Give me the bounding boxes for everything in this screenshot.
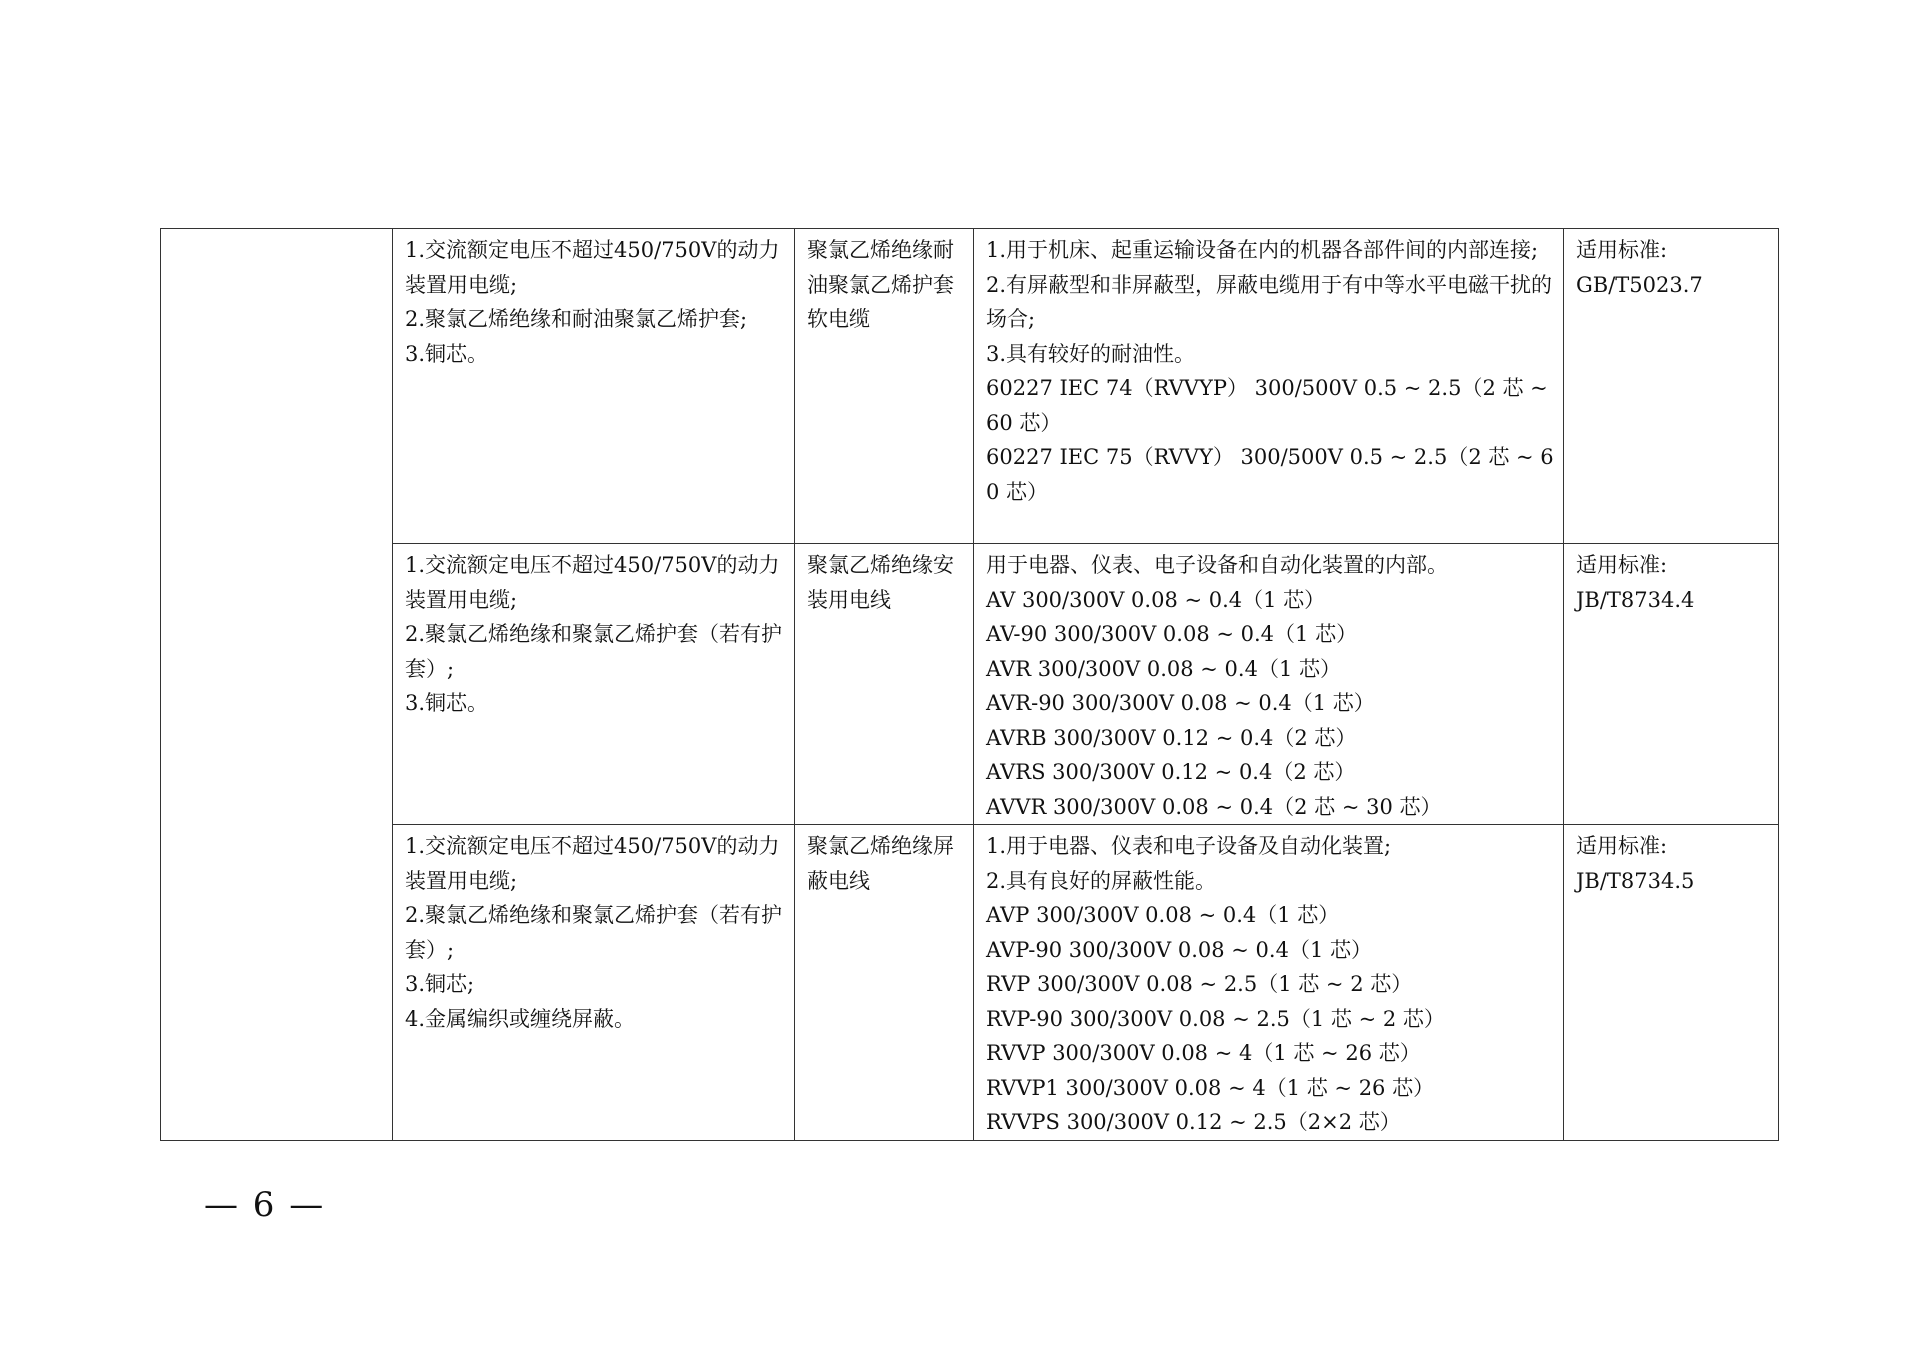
category-cell [161, 229, 393, 1141]
usage-cell [974, 544, 1564, 825]
usage-line: 60227 IEC 75（RVVY） 300/500V 0.5 ~ 2.5（2 芯 ~ 60 芯） [986, 445, 1554, 504]
usage-line: 1.用于电器、仪表和电子设备及自动化装置; [986, 834, 1392, 858]
usage-line: AV 300/300V 0.08 ~ 0.4（1 芯） [986, 587, 1326, 612]
standard-label: 适用标准: [1576, 553, 1668, 577]
usage-line: RVVP1 300/300V 0.08 ~ 4（1 芯 ~ 26 芯） [986, 1075, 1435, 1100]
usage-cell [974, 229, 1564, 544]
standard-code: JB/T8734.4 [1576, 587, 1695, 612]
features-cell [393, 825, 795, 1141]
features-cell [393, 229, 795, 544]
standard-cell [1564, 229, 1779, 544]
features-cell [393, 544, 795, 825]
product-name-cell [795, 544, 974, 825]
usage-line: AVR 300/300V 0.08 ~ 0.4（1 芯） [986, 656, 1341, 681]
standard-label: 适用标准: [1576, 834, 1668, 858]
usage-line: RVVP 300/300V 0.08 ~ 4（1 芯 ~ 26 芯） [986, 1041, 1421, 1065]
product-name: 聚氯乙烯绝缘屏蔽电线 [807, 834, 954, 893]
usage-line: AVRS 300/300V 0.12 ~ 0.4（2 芯） [986, 760, 1356, 784]
standard-label: 适用标准: [1576, 238, 1668, 262]
feature-line: 2.聚氯乙烯绝缘和聚氯乙烯护套（若有护套）; [405, 622, 783, 681]
usage-line: 2.具有良好的屏蔽性能。 [986, 868, 1217, 893]
feature-line: 1.交流额定电压不超过450/750V的动力装置用电缆; [405, 238, 780, 297]
feature-line: 3.铜芯; [405, 972, 475, 996]
usage-line: RVVPS 300/300V 0.12 ~ 2.5（2×2 芯） [986, 1110, 1401, 1134]
standard-cell [1564, 825, 1779, 1141]
standard-cell [1564, 544, 1779, 825]
product-name: 聚氯乙烯绝缘安装用电线 [807, 553, 954, 612]
standard-code: GB/T5023.7 [1576, 272, 1703, 297]
usage-line: 2.有屏蔽型和非屏蔽型，屏蔽电缆用于有中等水平电磁干扰的场合; [986, 272, 1553, 331]
page-number: — 6 — [204, 1185, 326, 1225]
usage-line: 用于电器、仪表、电子设备和自动化装置的内部。 [986, 553, 1448, 577]
product-name: 聚氯乙烯绝缘耐油聚氯乙烯护套软电缆 [807, 238, 954, 331]
table-row [161, 825, 1779, 1141]
feature-line: 3.铜芯。 [405, 691, 489, 715]
usage-line: AVRB 300/300V 0.12 ~ 0.4（2 芯） [986, 725, 1357, 750]
usage-line: AVVR 300/300V 0.08 ~ 0.4（2 芯 ~ 30 芯） [986, 794, 1442, 819]
feature-line: 2.聚氯乙烯绝缘和耐油聚氯乙烯护套; [405, 307, 748, 331]
usage-line: AVR-90 300/300V 0.08 ~ 0.4（1 芯） [986, 691, 1375, 715]
usage-line: AVP-90 300/300V 0.08 ~ 0.4（1 芯） [986, 937, 1372, 962]
table-row [161, 229, 1779, 544]
product-name-cell [795, 825, 974, 1141]
usage-line: RVP-90 300/300V 0.08 ~ 2.5（1 芯 ~ 2 芯） [986, 1006, 1445, 1031]
product-name-cell [795, 229, 974, 544]
product-table [160, 228, 1779, 1141]
usage-line: 1.用于机床、起重运输设备在内的机器各部件间的内部连接; [986, 238, 1539, 262]
standard-code: JB/T8734.5 [1576, 868, 1695, 893]
usage-line: RVP 300/300V 0.08 ~ 2.5（1 芯 ~ 2 芯） [986, 972, 1413, 996]
usage-line: AVP 300/300V 0.08 ~ 0.4（1 芯） [986, 903, 1340, 927]
table-row [161, 544, 1779, 825]
feature-line: 2.聚氯乙烯绝缘和聚氯乙烯护套（若有护套）; [405, 903, 783, 962]
feature-line: 1.交流额定电压不超过450/750V的动力装置用电缆; [405, 834, 780, 893]
feature-line: 4.金属编织或缠绕屏蔽。 [405, 1006, 636, 1031]
usage-line: 60227 IEC 74（RVVYP） 300/500V 0.5 ~ 2.5（2 芯 ~ 60 芯） [986, 376, 1555, 435]
usage-line: 3.具有较好的耐油性。 [986, 341, 1196, 366]
usage-line: AV-90 300/300V 0.08 ~ 0.4（1 芯） [986, 622, 1358, 646]
usage-cell [974, 825, 1564, 1141]
feature-line: 3.铜芯。 [405, 341, 489, 366]
feature-line: 1.交流额定电压不超过450/750V的动力装置用电缆; [405, 553, 780, 612]
